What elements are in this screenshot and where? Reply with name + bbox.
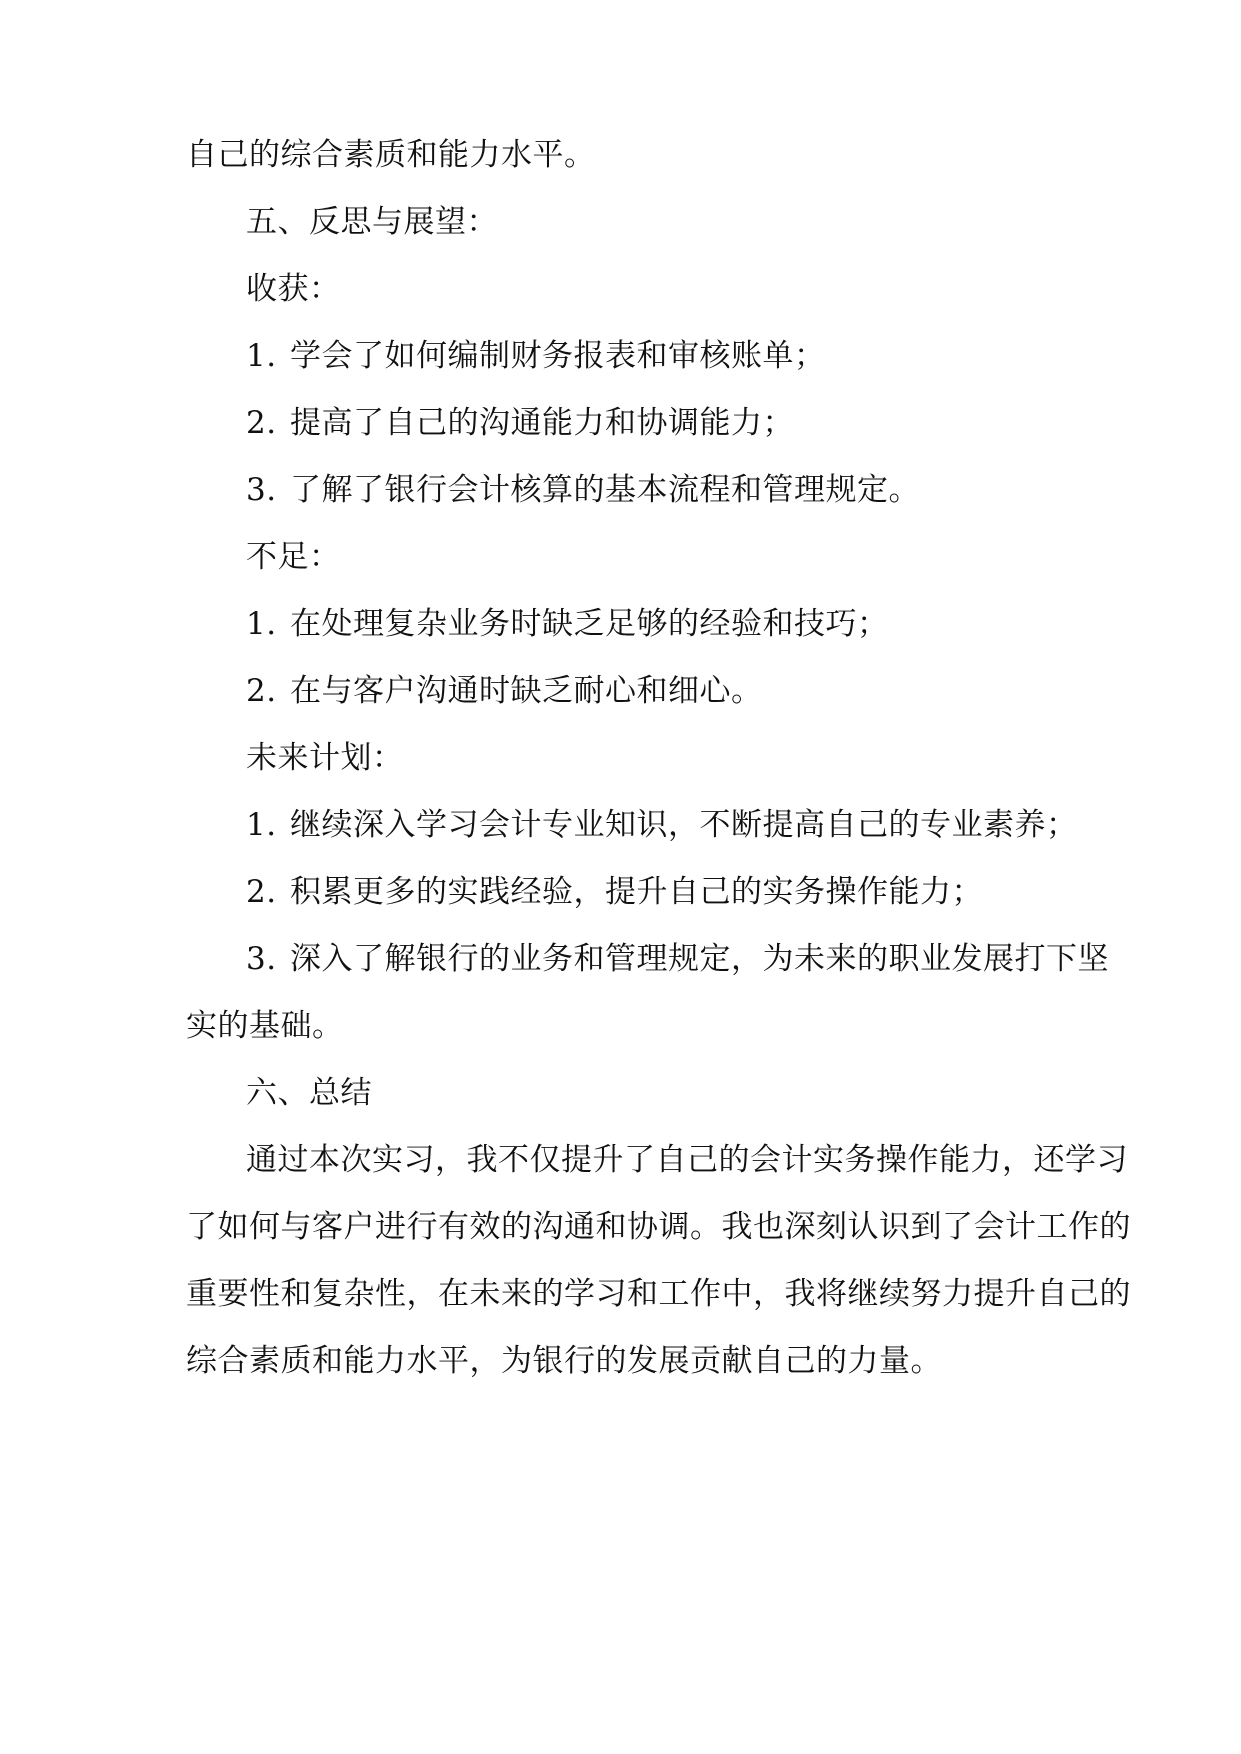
list-number: 1. [246, 606, 277, 642]
section-heading: 五、反思与展望： [246, 204, 498, 240]
list-item-text: 深入了解银行的业务和管理规定，为未来的职业发展打下坚 [290, 941, 1109, 977]
list-number: 1. [246, 338, 277, 374]
list-item [246, 336, 1126, 376]
subheading-future-plan: 未来计划： [246, 740, 404, 776]
paragraph-line: 通过本次实习，我不仅提升了自己的会计实务操作能力，还学习 [246, 1142, 1128, 1178]
list-item [246, 939, 1126, 979]
subheading-shortcomings: 不足： [246, 539, 341, 575]
paragraph-line: 实的基础。 [186, 1008, 344, 1044]
list-item-text: 继续深入学习会计专业知识，不断提高自己的专业素养； [290, 807, 1078, 843]
section-heading: 六、总结 [246, 1075, 372, 1111]
list-item-text: 提高了自己的沟通能力和协调能力； [290, 405, 794, 441]
list-item [246, 604, 1126, 644]
list-item-text: 学会了如何编制财务报表和审核账单； [290, 338, 826, 374]
paragraph-line: 自己的综合素质和能力水平。 [186, 137, 596, 173]
list-number: 3. [246, 941, 277, 977]
list-item [246, 805, 1126, 845]
list-item [246, 403, 1126, 443]
paragraph-line: 综合素质和能力水平，为银行的发展贡献自己的力量。 [186, 1343, 942, 1379]
list-item-text: 在与客户沟通时缺乏耐心和细心。 [290, 673, 763, 709]
list-item [246, 872, 1126, 912]
list-number: 3. [246, 472, 277, 508]
subheading-gains: 收获： [246, 271, 341, 307]
list-item [246, 470, 1126, 510]
list-item-text: 了解了银行会计核算的基本流程和管理规定。 [290, 472, 920, 508]
paragraph-line: 了如何与客户进行有效的沟通和协调。我也深刻认识到了会计工作的 [186, 1209, 1131, 1245]
paragraph-line: 重要性和复杂性，在未来的学习和工作中，我将继续努力提升自己的 [186, 1276, 1131, 1312]
list-item-text: 积累更多的实践经验，提升自己的实务操作能力； [290, 874, 983, 910]
list-number: 2. [246, 673, 277, 709]
list-item [246, 671, 1126, 711]
list-number: 1. [246, 807, 277, 843]
list-number: 2. [246, 874, 277, 910]
list-item-text: 在处理复杂业务时缺乏足够的经验和技巧； [290, 606, 889, 642]
list-number: 2. [246, 405, 277, 441]
